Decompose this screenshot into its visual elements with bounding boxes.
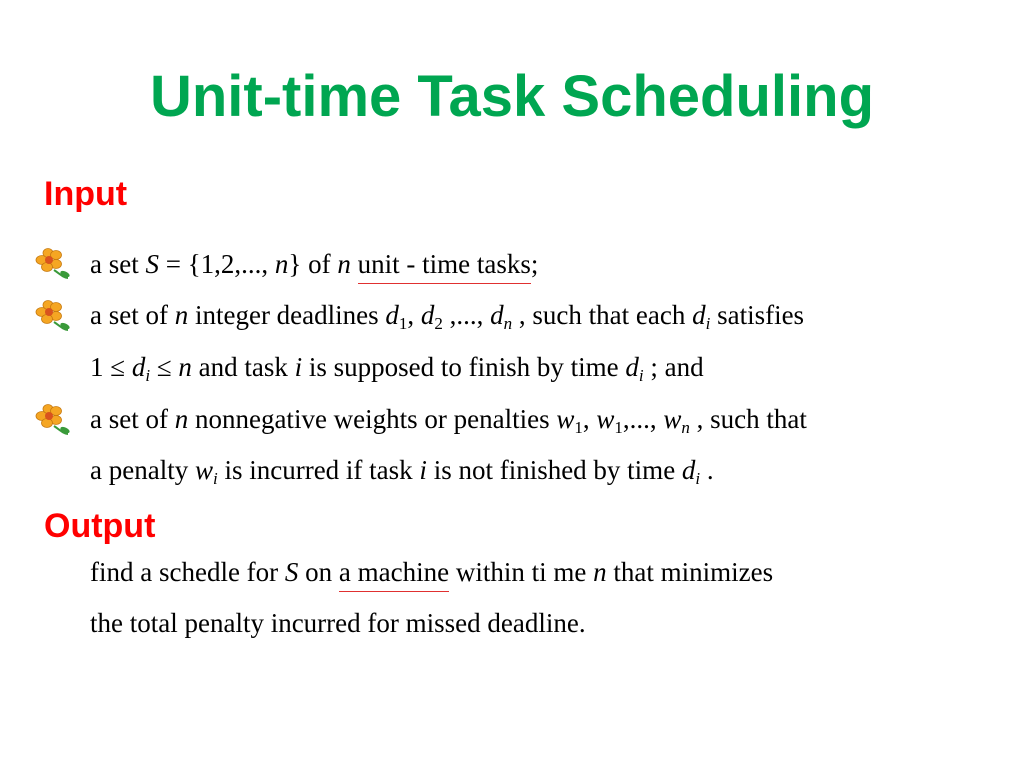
text: is supposed to finish by time — [302, 352, 626, 382]
var-n: n — [593, 557, 607, 587]
underlined-phrase: unit - time tasks — [358, 249, 531, 284]
subscript: i — [212, 469, 218, 488]
subscript: i — [145, 366, 151, 385]
var-w: w — [663, 404, 682, 434]
flower-icon — [34, 300, 74, 332]
var-n: n — [174, 300, 189, 330]
text: ; and — [643, 352, 704, 382]
text: , such that — [689, 404, 807, 434]
underlined-phrase: a machine — [339, 557, 449, 592]
output-line-2: the total penalty incurred for missed deadline. — [90, 608, 586, 638]
subscript: 1 — [614, 418, 623, 437]
subscript: 2 — [434, 314, 443, 333]
var-i: i — [419, 455, 427, 485]
var-w: w — [556, 404, 575, 434]
subscript: n — [503, 314, 513, 333]
text: } of — [288, 249, 338, 279]
var-d: d — [385, 300, 399, 330]
var-n: n — [274, 249, 289, 279]
subscript: 1 — [398, 314, 408, 333]
text: , — [407, 300, 421, 330]
subscript: 1 — [574, 418, 583, 437]
text: ,..., — [622, 404, 664, 434]
text: ; — [530, 249, 539, 279]
flower-icon — [34, 248, 74, 280]
output-heading: Output — [44, 507, 156, 545]
var-n: n — [178, 352, 192, 382]
text: is incurred if task — [217, 455, 420, 485]
var-d: d — [490, 300, 504, 330]
text: ,..., — [442, 300, 491, 330]
var-i: i — [294, 352, 303, 382]
text: , — [582, 404, 597, 434]
text: = {1,2,..., — [158, 249, 275, 279]
subscript: i — [705, 314, 711, 333]
subscript: i — [695, 469, 701, 488]
text: find a schedle for — [90, 557, 285, 587]
text: is not finished by time — [426, 455, 682, 485]
text: . — [700, 455, 714, 485]
text: , such that each — [512, 300, 693, 330]
var-S: S — [284, 557, 299, 587]
text: that minimizes — [606, 557, 774, 587]
input-line-1 — [90, 247, 538, 281]
text: integer deadlines — [188, 300, 386, 330]
var-d: d — [681, 455, 696, 485]
var-d: d — [692, 300, 706, 330]
var-S: S — [145, 249, 159, 279]
text: and task — [191, 352, 295, 382]
input-line-4 — [90, 402, 807, 445]
text: on — [298, 557, 339, 587]
text: a set of — [90, 404, 175, 434]
var-w: w — [596, 404, 615, 434]
text: a penalty — [90, 455, 195, 485]
text: ≤ — [150, 352, 179, 382]
text: a set of — [90, 300, 175, 330]
output-line-1 — [90, 555, 773, 589]
input-line-2 — [90, 298, 804, 341]
subscript: n — [681, 418, 690, 437]
input-line-3 — [90, 350, 704, 393]
text: nonnegative weights or penalties — [188, 404, 557, 434]
text: 1 ≤ — [90, 352, 132, 382]
flower-icon — [34, 404, 74, 436]
var-n: n — [174, 404, 189, 434]
text: satisfies — [710, 300, 805, 330]
subscript: i — [638, 366, 644, 385]
var-w: w — [194, 455, 213, 485]
var-d: d — [131, 352, 146, 382]
var-d: d — [625, 352, 639, 382]
input-line-5 — [90, 453, 714, 496]
slide-title: Unit-time Task Scheduling — [149, 64, 874, 129]
text: a set — [90, 249, 146, 279]
input-heading: Input — [44, 175, 128, 213]
var-d: d — [420, 300, 435, 330]
text: within ti me — [449, 557, 594, 587]
var-n: n — [337, 249, 351, 279]
